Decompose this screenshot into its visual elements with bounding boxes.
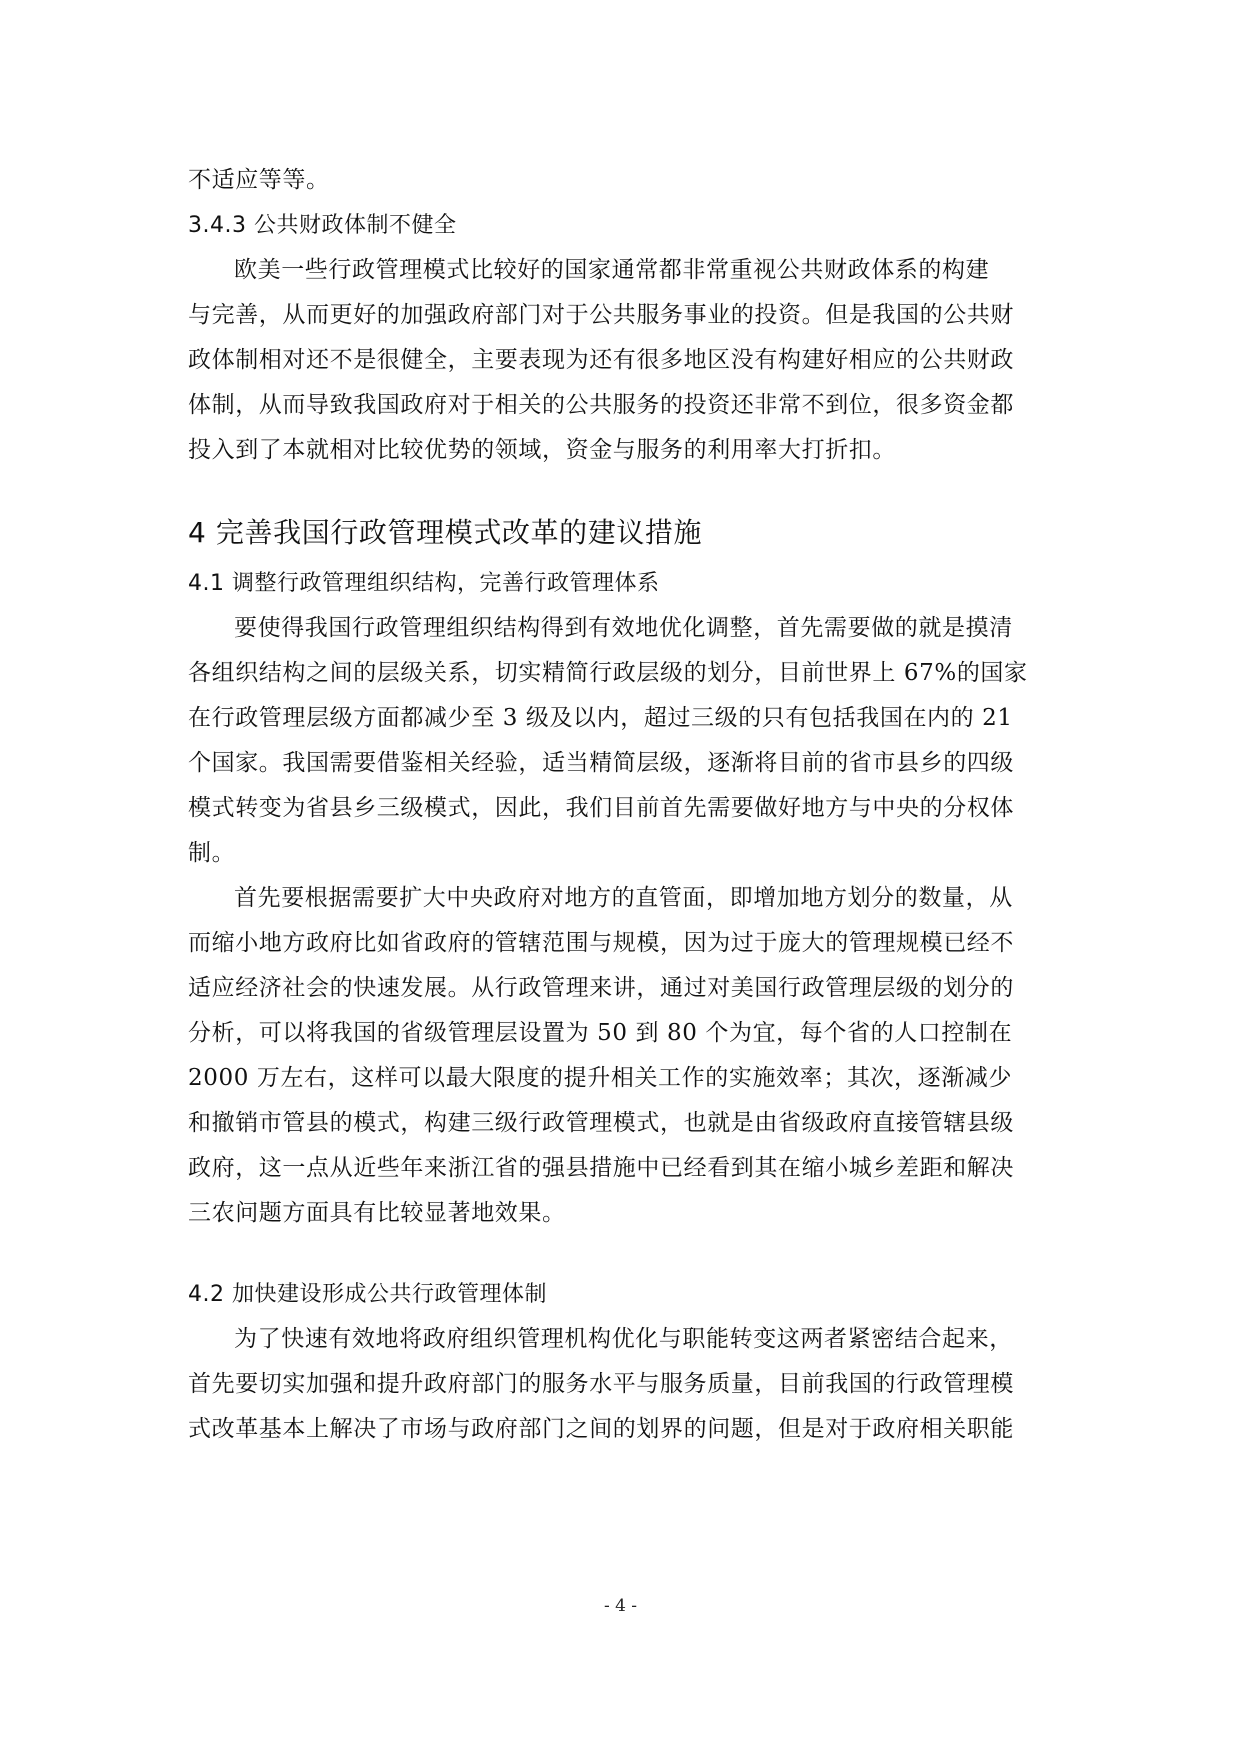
text-line: 模式转变为省县乡三级模式，因此，我们目前首先需要做好地方与中央的分权体 (188, 795, 1014, 821)
text-line: 在行政管理层级方面都减少至 3 级及以内，超过三级的只有包括我国在内的 21 (188, 705, 1013, 731)
text-line: 适应经济社会的快速发展。从行政管理来讲，通过对美国行政管理层级的划分的 (188, 975, 1014, 1001)
section-gap (188, 1236, 1058, 1272)
text-line: 各组织结构之间的层级关系，切实精简行政层级的划分，目前世界上 67%的国家 (188, 660, 1028, 686)
text-line: 分析，可以将我国的省级管理层设置为 50 到 80 个为宜，每个省的人口控制在 (188, 1020, 1013, 1046)
text-line: 个国家。我国需要借鉴相关经验，适当精简层级，逐渐将目前的省市县乡的四级 (188, 750, 1014, 776)
page-content (188, 158, 1058, 1452)
chapter-heading-4: 4 完善我国行政管理模式改革的建议措施 (188, 516, 703, 549)
page-number: - 4 - (603, 1596, 638, 1616)
text-line: 三农问题方面具有比较显著地效果。 (188, 1200, 566, 1226)
text-line: 要使得我国行政管理组织结构得到有效地优化调整，首先需要做的就是摸清 (234, 615, 1013, 641)
text-line: 首先要切实加强和提升政府部门的服务水平与服务质量，目前我国的行政管理模 (188, 1371, 1014, 1397)
text-line: 与完善，从而更好的加强政府部门对于公共服务事业的投资。但是我国的公共财 (188, 302, 1014, 328)
paragraph-4-2 (188, 1317, 1058, 1452)
section-heading-3-4-3: 3.4.3 公共财政体制不健全 (188, 213, 457, 238)
text-line: 而缩小地方政府比如省政府的管辖范围与规模，因为过于庞大的管理规模已经不 (188, 930, 1014, 956)
paragraph-4-1-b (188, 876, 1058, 1236)
text-line: 式改革基本上解决了市场与政府部门之间的划界的问题，但是对于政府相关职能 (188, 1416, 1014, 1442)
text-line: 制。 (188, 840, 236, 866)
text-line: 为了快速有效地将政府组织管理机构优化与职能转变这两者紧密结合起来， (234, 1326, 1013, 1352)
text-line: 投入到了本就相对比较优势的领域，资金与服务的利用率大打折扣。 (188, 437, 896, 463)
paragraph-3-4-3 (188, 248, 1058, 473)
text-line: 首先要根据需要扩大中央政府对地方的直管面，即增加地方划分的数量，从 (234, 885, 1013, 911)
text-line: 和撤销市管县的模式，构建三级行政管理模式，也就是由省级政府直接管辖县级 (188, 1110, 1014, 1136)
paragraph-continuation: 不适应等等。 (188, 167, 330, 193)
text-line: 体制，从而导致我国政府对于相关的公共服务的投资还非常不到位，很多资金都 (188, 392, 1014, 418)
text-line: 欧美一些行政管理模式比较好的国家通常都非常重视公共财政体系的构建 (234, 257, 990, 283)
text-line: 政体制相对还不是很健全，主要表现为还有很多地区没有构建好相应的公共财政 (188, 347, 1014, 373)
section-heading-4-2: 4.2 加快建设形成公共行政管理体制 (188, 1282, 547, 1307)
text-line: 2000 万左右，这样可以最大限度的提升相关工作的实施效率；其次，逐渐减少 (188, 1065, 1013, 1091)
section-heading-4-1: 4.1 调整行政管理组织结构，完善行政管理体系 (188, 571, 660, 596)
paragraph-4-1-a (188, 606, 1058, 876)
text-line: 政府，这一点从近些年来浙江省的强县措施中已经看到其在缩小城乡差距和解决 (188, 1155, 1014, 1181)
